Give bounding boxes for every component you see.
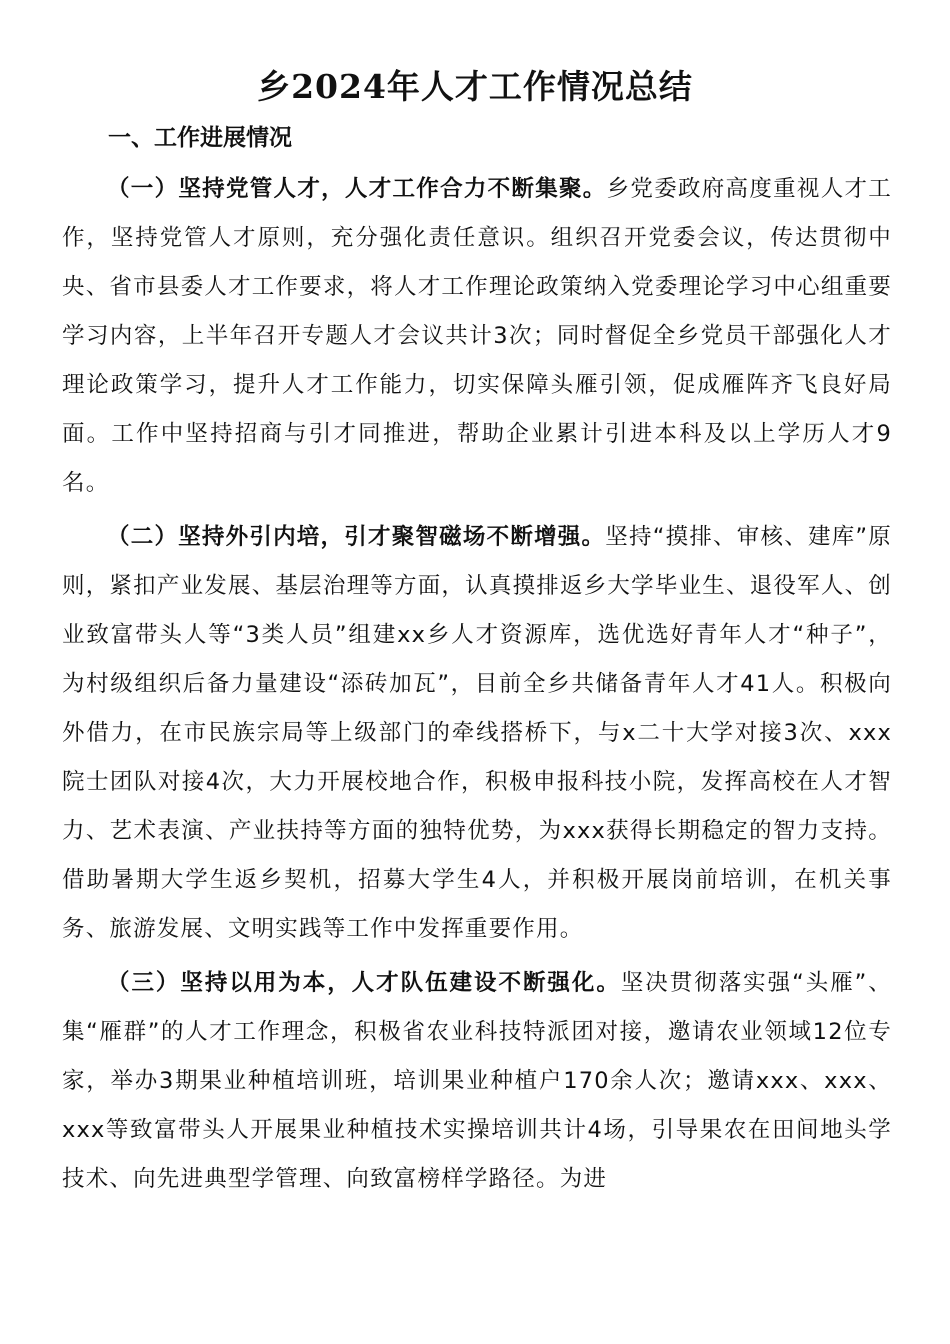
section-heading: 一、工作进展情况 xyxy=(108,125,292,151)
paragraph-lead: （一）坚持党管人才，人才工作合力不断集聚。 xyxy=(107,176,607,202)
paragraph-text: 坚持“摸排、审核、建库”原则，紧扣产业发展、基层治理等方面，认真摸排返乡大学毕业生、退役军人、创业致富带头人等“3类人员”组建xx乡人才资源库，选优选好青年人才“种子”，为村级组织后备力量建设“添砖加瓦”，目前全乡共储备青年人才41人。积极向外借力，在市民族宗局等上级部门的牵线搭桥下，与x二十大学对接3次、xxx院士团队对接4次，大力开展校地合作，积极申报科技小院，发挥高校在人才智力、艺术表演、产业扶持等方面的独特优势，为xxx获得长期稳定的智力支持。借助暑期大学生返乡契机，招募大学生4人，并积极开展岗前培训，在机关事务、旅游发展、文明实践等工作中发挥重要作用。 xyxy=(62,524,892,942)
paragraph xyxy=(62,165,892,508)
paragraph-lead: （三）坚持以用为本，人才队伍建设不断强化。 xyxy=(107,970,621,996)
document-title: 乡2024年人才工作情况总结 xyxy=(257,67,693,106)
document-body xyxy=(62,165,892,1209)
paragraph xyxy=(62,513,892,954)
paragraph-lead: （二）坚持外引内培，引才聚智磁场不断增强。 xyxy=(107,524,606,550)
paragraph xyxy=(62,959,892,1204)
paragraph-text: 乡党委政府高度重视人才工作，坚持党管人才原则，充分强化责任意识。组织召开党委会议，传达贯彻中央、省市县委人才工作要求，将人才工作理论政策纳入党委理论学习中心组重要学习内容，上半年召开专题人才会议共计3次；同时督促全乡党员干部强化人才理论政策学习，提升人才工作能力，切实保障头雁引领，促成雁阵齐飞良好局面。工作中坚持招商与引才同推进，帮助企业累计引进本科及以上学历人才9名。 xyxy=(62,176,893,496)
paragraph-text: 坚决贯彻落实强“头雁”、集“雁群”的人才工作理念，积极省农业科技特派团对接，邀请农业领域12位专家，举办3期果业种植培训班，培训果业种植户170余人次；邀请xxx、xxx、xxx等致富带头人开展果业种植技术实操培训共计4场，引导果农在田间地头学技术、向先进典型学管理、向致富榜样学路径。为进 xyxy=(62,970,893,1192)
